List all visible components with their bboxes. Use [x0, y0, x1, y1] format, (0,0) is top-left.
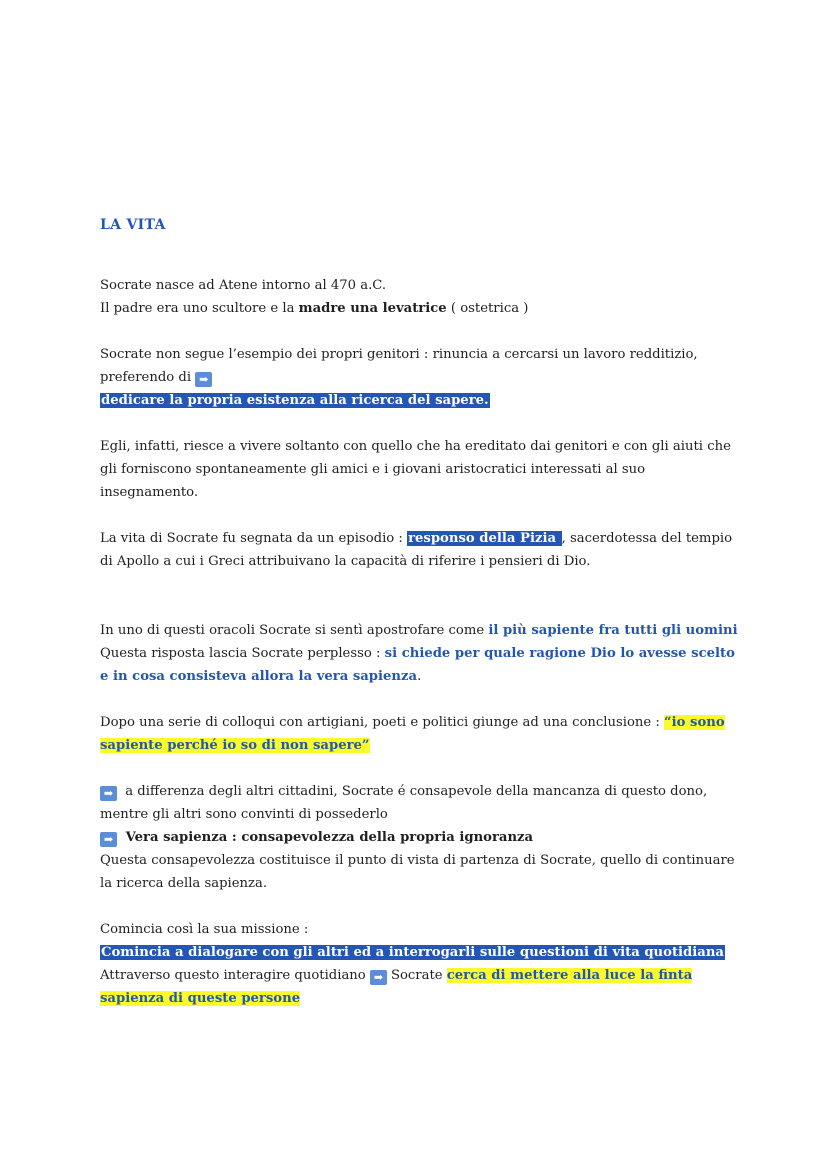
section-heading: LA VITA: [100, 217, 166, 233]
paragraph-mission: Comincia così la sua missione : Comincia a dialogare con gli altri ed a interrogarli sulle questioni di vita quotidiana Attraverso questo interagire quotidiano ➡ Socrate cerca di mettere alla luce la finta sapienza di queste persone: [100, 922, 724, 1006]
paragraph-pizia: La vita di Socrate fu segnata da un episodio : responso della Pizia , sacerdotessa del tempio di Apollo a cui i Greci attribuivano la capacità di riferire i pensieri di Dio.: [100, 531, 733, 569]
arrow-right-icon: ➡: [370, 970, 387, 985]
birth-line: Socrate nasce ad Atene intorno al 470 a.C.: [100, 278, 387, 293]
document-page: [100, 214, 740, 1010]
highlight-false-wisdom: cerca di mettere alla luce la finta sapienza di queste persone: [100, 968, 693, 1006]
bold-true-wisdom: Vera sapienza : consapevolezza della propria ignoranza: [121, 830, 534, 845]
paragraph-conclusion: Dopo una serie di colloqui con artigiani, poeti e politici giunge ad una conclusione : “io sono sapiente perché io so di non sapere”: [100, 715, 725, 753]
paragraph-birth: Socrate nasce ad Atene intorno al 470 a.C. Il padre era uno scultore e la madre una levatrice ( ostetrica ): [100, 278, 529, 316]
highlight-quote: “io sono sapiente perché io so di non sapere”: [100, 715, 725, 753]
highlight-dialogue: Comincia a dialogare con gli altri ed a interrogarli sulle questioni di vita quotidiana: [101, 945, 724, 960]
paragraph-choice: Socrate non segue l’esempio dei propri genitori : rinuncia a cercarsi un lavoro redditizio, preferendo di ➡ dedicare la propria esistenza alla ricerca del sapere.: [100, 347, 698, 408]
highlight-dedication: dedicare la propria esistenza alla ricerca del sapere.: [101, 393, 489, 408]
paragraph-awareness: ➡ a differenza degli altri cittadini, Socrate é consapevole della mancanza di questo dono, mentre gli altri sono convinti di possederlo ➡ Vera sapienza : consapevolezza della propria ignoranza Questa consapevolezza costituisce il punto di vista di partenza di Socrate, quello di continuare la ricerca della sapienza.: [100, 784, 735, 891]
arrow-right-icon: ➡: [100, 832, 117, 847]
paragraph-living: Egli, infatti, riesce a vivere soltanto con quello che ha ereditato dai genitori e con gli aiuti che gli forniscono spontaneamente gli amici e i giovani aristocratici interessati al suo insegnamento.: [100, 439, 731, 500]
arrow-right-icon: ➡: [195, 372, 212, 387]
arrow-right-icon: ➡: [100, 786, 117, 801]
highlight-pizia: responso della Pizia: [408, 531, 561, 546]
bold-question: si chiede per quale ragione Dio lo avesse scelto e in cosa consisteva allora la vera sapienza: [100, 646, 735, 684]
mother-text: madre una levatrice: [298, 301, 447, 316]
bold-wisest: il più sapiente fra tutti gli uomini: [488, 623, 738, 638]
paragraph-oracle: In uno di questi oracoli Socrate si sentì apostrofare come il più sapiente fra tutti gli uomini Questa risposta lascia Socrate perplesso : si chiede per quale ragione Dio lo avesse scelto e in cosa consisteva allora la vera sapienza.: [100, 623, 738, 684]
